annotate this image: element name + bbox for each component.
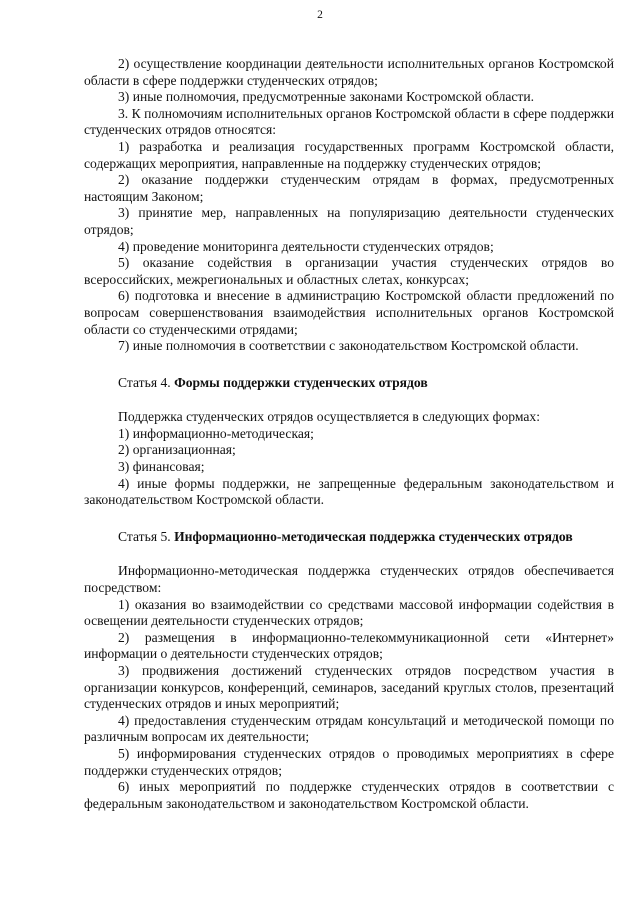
article-5-item-1: 1) оказания во взаимодействии со средствами массовой информации содействия в освещении деятельности студенческих отрядов; <box>84 596 614 629</box>
paragraph-powers-3: 3) иные полномочия, предусмотренные законами Костромской области. <box>118 89 535 105</box>
paragraph-item-1: 1) разработка и реализация государственных программ Костромской области, содержащих мероприятия, направленные на поддержку студенческих отрядов; <box>84 138 614 171</box>
article-5-item-6: 6) иных мероприятий по поддержке студенческих отрядов в соответствии с федеральным законодательством и законодательством Костромской области. <box>84 779 614 811</box>
article-5-item-4: 4) предоставления студенческим отрядам консультаций и методической помощи по различным вопросам их деятельности; <box>84 712 614 745</box>
paragraph-item-5: 5) оказание содействия в организации участия студенческих отрядов во всероссийских, межрегиональных и областных слетах, конкурсах; <box>84 255 614 287</box>
article-5-prefix: Статья 5. <box>118 528 175 544</box>
paragraph-section-3: 3. К полномочиям исполнительных органов Костромской области в сфере поддержки студенческих отрядов относятся: <box>84 105 614 138</box>
article-5-intro: Информационно-методическая поддержка студенческих отрядов обеспечивается посредством: <box>84 563 614 596</box>
paragraph-item-3: 3) принятие мер, направленных на популяризацию деятельности студенческих отрядов; <box>84 205 614 237</box>
article-4-heading <box>84 375 614 392</box>
article-4-item-3: 3) финансовая; <box>118 459 205 475</box>
paragraph-item-7: 7) иные полномочия в соответствии с законодательством Костромской области. <box>118 338 579 354</box>
document-body <box>84 56 614 812</box>
spacer <box>84 545 614 563</box>
article-4-item-1: 1) информационно-методическая; <box>118 425 314 441</box>
paragraph-powers-2: 2) осуществление координации деятельности исполнительных органов Костромской области в сфере поддержки студенческих отрядов; <box>84 56 614 88</box>
spacer <box>84 391 614 409</box>
paragraph-item-6: 6) подготовка и внесение в администрацию Костромской области предложений по вопросам совершенствования взаимодействия исполнительных органов Костромской области со студенческими отрядами; <box>84 288 614 337</box>
article-5-title: Информационно-методическая поддержка студенческих отрядов <box>174 528 573 544</box>
paragraph-item-4: 4) проведение мониторинга деятельности студенческих отрядов; <box>118 238 494 254</box>
article-4-item-2: 2) организационная; <box>118 442 236 458</box>
article-4-intro: Поддержка студенческих отрядов осуществляется в следующих формах: <box>118 409 540 425</box>
article-5-item-5: 5) информирования студенческих отрядов о проводимых мероприятиях в сфере поддержки студенческих отрядов; <box>84 745 614 778</box>
spacer <box>84 509 614 527</box>
spacer <box>84 355 614 373</box>
article-5-item-3: 3) продвижения достижений студенческих отрядов посредством участия в организации конкурсов, конференций, семинаров, заседаний круглых столов, презентаций студенческих отрядов и иных мероприятий; <box>84 663 614 712</box>
article-4-title: Формы поддержки студенческих отрядов <box>174 374 428 390</box>
paragraph-item-2: 2) оказание поддержки студенческим отрядам в формах, предусмотренных настоящим Законом; <box>84 172 614 204</box>
article-4-item-4: 4) иные формы поддержки, не запрещенные федеральным законодательством и законодательством Костромской области. <box>84 475 614 508</box>
page-number: 2 <box>317 9 323 21</box>
article-4-prefix: Статья 4. <box>118 374 175 390</box>
article-5-heading <box>84 529 614 546</box>
article-5-item-2: 2) размещения в информационно-телекоммуникационной сети «Интернет» информации о деятельности студенческих отрядов; <box>84 629 614 662</box>
